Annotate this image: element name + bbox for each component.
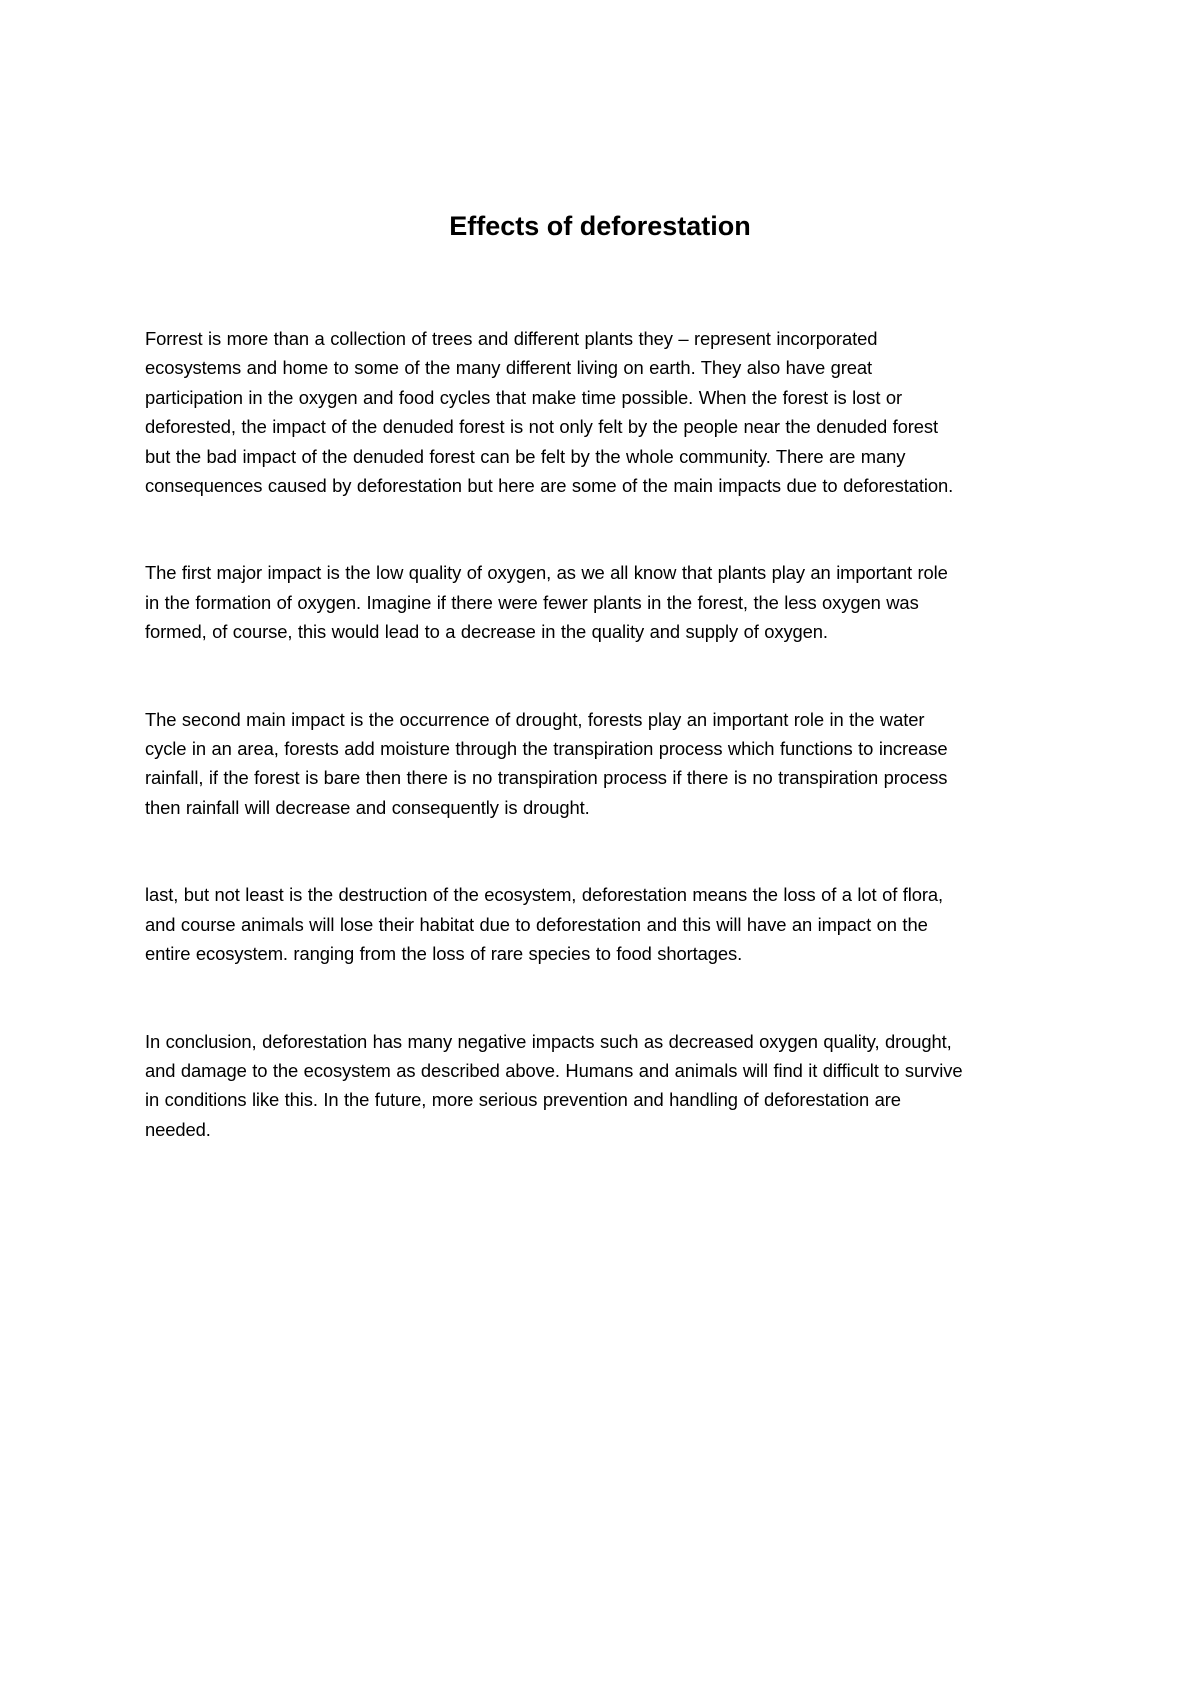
text-line: Forrest is more than a collection of trees and different plants they – represent incorporated [145,328,878,349]
paragraph-conclusion [145,1027,1070,1145]
document-body [145,324,1070,1202]
text-line: in conditions like this. In the future, more serious prevention and handling of deforestation are [145,1089,901,1111]
text-line: then rainfall will decrease and consequently is drought. [145,796,590,818]
text-line: The first major impact is the low quality of oxygen, as we all know that plants play an important role [145,562,948,584]
text-line: entire ecosystem. ranging from the loss of rare species to food shortages. [145,943,743,965]
text-line: rainfall, if the forest is bare then there is no transpiration process if there is no transpiration process [145,767,948,789]
text-line: In conclusion, deforestation has many negative impacts such as decreased oxygen quality, drought, [145,1030,952,1052]
text-line: The second main impact is the occurrence of drought, forests play an important role in the water [145,708,925,730]
document-title: Effects of deforestation [449,211,751,241]
text-line: needed. [145,1118,211,1140]
text-line: last, but not least is the destruction of the ecosystem, deforestation means the loss of a lot of flora, [145,884,944,906]
paragraph-oxygen-impact [145,558,1070,646]
text-line: and damage to the ecosystem as described above. Humans and animals will find it difficult to survive [145,1059,963,1081]
text-line: and course animals will lose their habitat due to deforestation and this will have an impact on the [145,913,928,935]
text-line: formed, of course, this would lead to a decrease in the quality and supply of oxygen. [145,621,828,643]
text-line: cycle in an area, forests add moisture through the transpiration process which functions to increase [145,738,948,760]
paragraph-introduction [145,324,1070,500]
paragraph-ecosystem-impact [145,880,1070,968]
text-line: in the formation of oxygen. Imagine if there were fewer plants in the forest, the less oxygen was [145,591,919,613]
text-line: ecosystems and home to some of the many different living on earth. They also have great [145,357,872,379]
text-line: but the bad impact of the denuded forest can be felt by the whole community. There are many [145,445,906,467]
text-line: consequences caused by deforestation but here are some of the main impacts due to deforestation. [145,475,954,497]
text-line: deforested, the impact of the denuded forest is not only felt by the people near the denuded forest [145,416,938,438]
text-line: participation in the oxygen and food cycles that make time possible. When the forest is lost or [145,386,902,408]
paragraph-drought-impact [145,705,1070,823]
